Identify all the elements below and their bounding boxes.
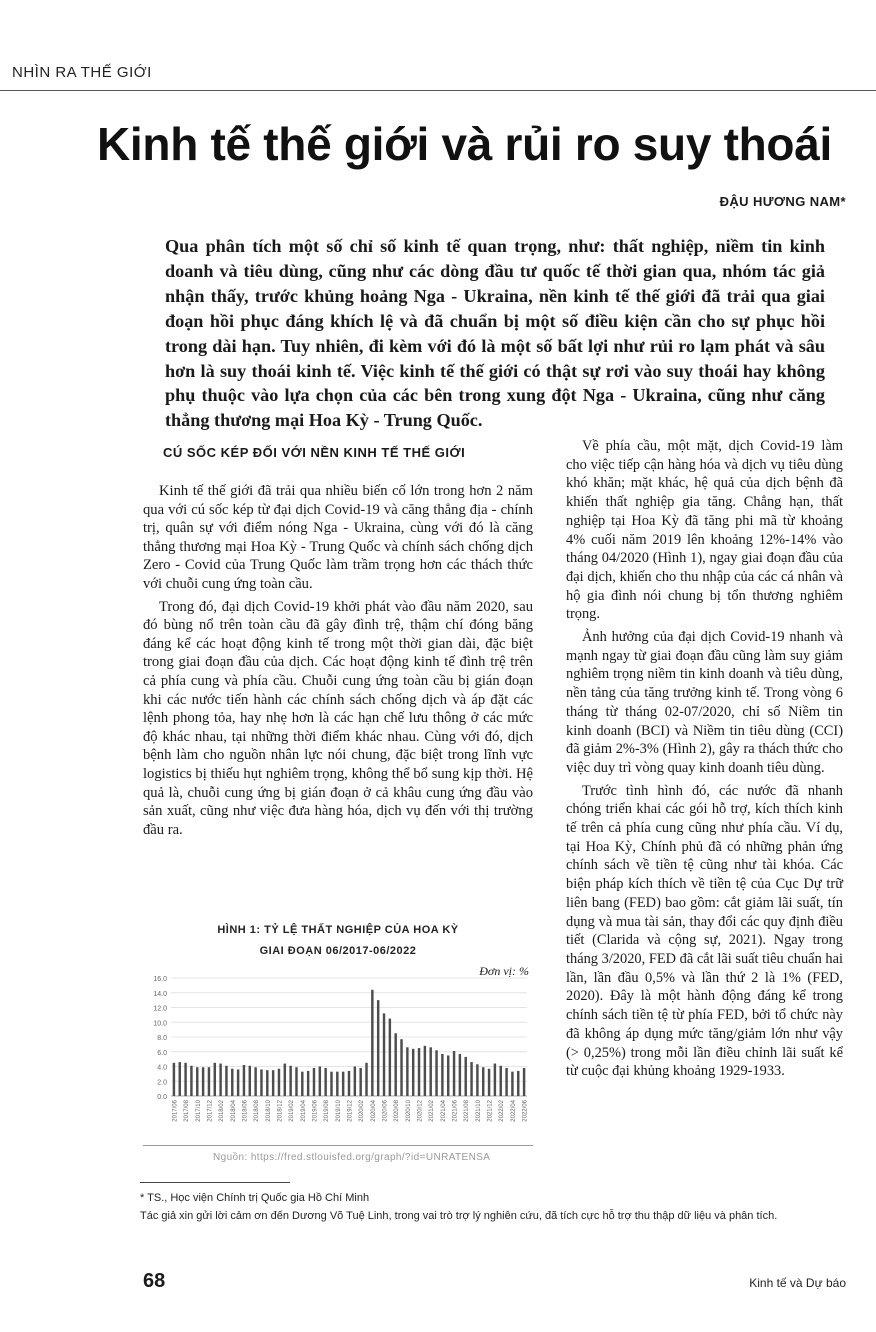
bar (412, 1049, 414, 1096)
bar (447, 1055, 449, 1096)
bar (219, 1064, 221, 1096)
bar (500, 1066, 502, 1096)
bar (418, 1048, 420, 1096)
bar (225, 1066, 227, 1096)
bar (441, 1054, 443, 1096)
x-tick-label: 2021/12 (487, 1100, 494, 1122)
bar (272, 1070, 274, 1096)
body-paragraph: Trong đó, đại dịch Covid-19 khởi phát vào đầu năm 2020, sau đó bùng nổ trên toàn cầu đã gây đình trệ, thậm chí đóng băng đáng kể các hoạt động kinh tế trong một thời gian dài, đặc biệt trong giai đoạn đầu của dịch. Các hoạt động kinh tế đình trệ trên cả phía cung và phía cầu. Chuỗi cung ứng toàn cầu bị gián đoạn khi các nước tiến hành các chính sách chống dịch và áp đặt các lệnh phong tỏa, hay nhẹ hơn là các hạn chế lưu thông ở các mức độ khác nhau, tại những thời điểm khác nhau. Cùng với đó, dịch bệnh làm cho nguồn nhân lực nói chung, đặc biệt trong lĩnh vực logistics bị thiếu hụt nghiêm trọng, không thể bổ sung kịp thời. Hệ quả là, chuỗi cung ứng bị gián đoạn ở cả khâu cung ứng đầu vào sản xuất, cũng như việc đưa hàng hóa, dịch vụ đến với thị trường đầu ra. (143, 598, 533, 838)
bar (517, 1071, 519, 1096)
bar (336, 1072, 338, 1096)
bar (284, 1064, 286, 1096)
bar (348, 1071, 350, 1096)
bar (202, 1067, 204, 1096)
bar (459, 1054, 461, 1096)
x-tick-label: 2021/02 (429, 1100, 436, 1122)
x-tick-label: 2019/04 (300, 1100, 307, 1122)
bar (400, 1039, 402, 1096)
x-tick-label: 2018/04 (230, 1100, 237, 1122)
bar (330, 1072, 332, 1096)
x-tick-label: 2021/04 (440, 1100, 447, 1122)
bar (371, 990, 373, 1096)
bar (208, 1067, 210, 1096)
figure-unit: Đơn vị: % (479, 964, 529, 978)
bar (523, 1068, 525, 1096)
section-label: NHÌN RA THẾ GIỚI (12, 64, 152, 81)
bar (179, 1062, 181, 1096)
x-tick-label: 2020/02 (359, 1100, 366, 1122)
x-tick-label: 2017/12 (207, 1100, 214, 1122)
page-number: 68 (143, 1270, 166, 1292)
footnote (140, 1190, 848, 1226)
bar (266, 1070, 268, 1096)
y-tick-label: 6.0 (157, 1049, 167, 1057)
bar (289, 1066, 291, 1096)
bar (214, 1063, 216, 1096)
bar (359, 1068, 361, 1096)
bar (173, 1063, 175, 1096)
bar (383, 1013, 385, 1096)
x-tick-label: 2017/10 (195, 1100, 202, 1122)
header-rule (0, 90, 876, 91)
x-tick-label: 2018/12 (277, 1100, 284, 1122)
section-heading: CÚ SỐC KÉP ĐỐI VỚI NỀN KINH TẾ THẾ GIỚI (163, 445, 466, 460)
y-tick-label: 8.0 (157, 1035, 167, 1042)
figure-title-line2: GIAI ĐOẠN 06/2017-06/2022 (259, 945, 417, 957)
bar (482, 1067, 484, 1096)
y-tick-label: 16.0 (153, 976, 167, 983)
y-tick-label: 2.0 (157, 1079, 167, 1087)
body-paragraph: Về phía cầu, một mặt, dịch Covid-19 làm cho việc tiếp cận hàng hóa và dịch vụ tiêu dùng khó khăn; mặt khác, hệ quả của dịch bệnh đã khiến thất nghiệp gia tăng. Chẳng hạn, thất nghiệp tại Hoa Kỳ đã tăng phi mã từ khoảng 4% cuối năm 2019 lên khoảng 12%-14% vào tháng 04/2020 (Hình 1), ngay giai đoạn đầu của đại dịch, khiến cho thu nhập của các cá nhân và hộ gia đình nói chung bị tổn thương nghiêm trọng. (566, 438, 843, 623)
x-tick-label: 2021/06 (452, 1100, 459, 1122)
x-tick-label: 2019/08 (324, 1100, 331, 1122)
bar (260, 1069, 262, 1096)
bar (254, 1067, 256, 1096)
bar (511, 1072, 513, 1096)
article-abstract: Qua phân tích một số chỉ số kinh tế quan trọng, như: thất nghiệp, niềm tin kinh doanh và tiêu dùng, cũng như các dòng đầu tư quốc tế thời gian qua, nhóm tác giả nhận thấy, trước khủng hoảng Nga - Ukraina, nền kinh tế thế giới đã trải qua giai đoạn hồi phục đáng khích lệ và đã chuẩn bị một số điều kiện cần cho sự phục hồi trong dài hạn. Tuy nhiên, đi kèm với đó là một số bất lợi như rủi ro lạm phát và sâu hơn là suy thoái kinh tế. Việc kinh tế thế giới có thật sự rơi vào suy thoái hay không phụ thuộc vào lựa chọn của các bên trong xung đột Nga - Ukraina, cũng như căng thẳng thương mại Hoa Kỳ - Trung Quốc. (165, 236, 825, 431)
x-tick-label: 2017/08 (184, 1100, 191, 1122)
bar (354, 1067, 356, 1097)
x-tick-label: 2020/06 (382, 1100, 389, 1122)
bar (307, 1071, 309, 1096)
footnote-acknowledgement: Tác giả xin gửi lời cảm ơn đến Dương Võ Tuệ Linh, trong vai trò trợ lý nghiên cứu, đã tích cực hỗ trợ thu thập dữ liệu và phân tích. (140, 1210, 778, 1222)
y-tick-label: 12.0 (153, 1005, 167, 1013)
body-paragraph: Kinh tế thế giới đã trải qua nhiều biến cố lớn trong hơn 2 năm qua với cú sốc kép từ đại dịch Covid-19 và căng thẳng địa - chính trị, quân sự với điểm nóng Nga - Ukraina, cùng với đó là căng thẳng thương mại Hoa Kỳ - Trung Quốc và chính sách chống dịch Zero - Covid của Trung Quốc làm trầm trọng hơn các thách thức với chuỗi cung ứng toàn cầu. (143, 483, 533, 592)
x-tick-label: 2022/02 (499, 1100, 506, 1122)
x-tick-label: 2019/06 (312, 1100, 319, 1122)
bar (243, 1065, 245, 1096)
bar (313, 1068, 315, 1096)
bar (429, 1047, 431, 1096)
x-tick-label: 2022/04 (510, 1100, 517, 1122)
bar (488, 1069, 490, 1096)
bar (394, 1033, 396, 1096)
bar (435, 1050, 437, 1096)
bar (324, 1068, 326, 1096)
right-column (566, 437, 843, 1081)
body-paragraph: Ảnh hưởng của đại dịch Covid-19 nhanh và mạnh ngay từ giai đoạn đầu cũng làm suy giảm nghiêm trọng niềm tin kinh doanh và tiêu dùng, nền tảng của tăng trưởng kinh tế. Trong vòng 6 tháng từ tháng 02-07/2020, chỉ số Niềm tin kinh doanh (BCI) và Niềm tin tiêu dùng (CCI) đã giảm 2%-3% (Hình 2), gây ra thách thức cho việc duy trì vòng quay kinh doanh tiêu dùng. (566, 629, 843, 776)
figure-source: Nguồn: https://fred.stlouisfed.org/graph/?id=UNRATENSA (213, 1152, 491, 1163)
figure-rule (143, 1145, 533, 1146)
journal-name: Kinh tế và Dự báo (749, 1276, 846, 1290)
bar (505, 1068, 507, 1096)
bar (301, 1072, 303, 1096)
x-tick-label: 2020/08 (394, 1100, 401, 1122)
x-tick-label: 2018/08 (254, 1100, 261, 1122)
body-paragraph: Trước tình hình đó, các nước đã nhanh chóng triển khai các gói hỗ trợ, kích thích kinh tế trên cả phía cung cũng như phía cầu. Ví dụ, tại Hoa Kỳ, Chính phủ đã có những phản ứng chính sách về tiền tệ cũng như tài khóa. Các biện pháp kích thích về tiền tệ của Cục Dự trữ liên bang (FED) bao gồm: cắt giảm lãi suất, tín dụng và mua tài sản, thay đổi các quy định điều tiết (Clarida và cộng sự, 2021). Ngay trong tháng 3/2020, FED đã cắt lãi suất tiêu chuẩn hai lần, lần đầu 0,5% và lần thứ 2 là 1% (FED, 2020). Đây là một hành động đáng kể trong chính sách tiền tệ từ phía FED, bởi tổ chức này đã không áp dụng mức tăng/giảm lớn như vậy (> 0,25%) trong mỗi lần điều chỉnh lãi suất kể từ cuộc đại khủng khoảng 1929-1933. (566, 782, 843, 1080)
x-tick-label: 2020/12 (417, 1100, 424, 1122)
y-tick-label: 4.0 (157, 1064, 167, 1072)
x-tick-label: 2017/06 (172, 1100, 179, 1122)
bar (494, 1064, 496, 1096)
figure-title-line1: HÌNH 1: TỶ LỆ THẤT NGHIỆP CỦA HOA KỲ (217, 924, 459, 936)
x-tick-label: 2020/04 (370, 1100, 377, 1122)
unemployment-chart (143, 972, 533, 1144)
y-tick-label: 14.0 (153, 990, 167, 998)
bar (476, 1064, 478, 1096)
bar (196, 1067, 198, 1096)
x-tick-label: 2022/06 (522, 1100, 529, 1122)
x-tick-label: 2021/08 (464, 1100, 471, 1122)
bar (464, 1057, 466, 1096)
article-author: ĐẬU HƯƠNG NAM* (719, 194, 846, 209)
figure-1 (143, 920, 533, 1180)
bar (249, 1066, 251, 1096)
bar (424, 1046, 426, 1096)
bar (319, 1067, 321, 1097)
x-tick-label: 2019/12 (347, 1100, 354, 1122)
y-tick-label: 0.0 (157, 1094, 167, 1101)
footnote-rule (140, 1182, 290, 1183)
x-tick-label: 2018/10 (265, 1100, 272, 1122)
x-tick-label: 2019/02 (289, 1100, 296, 1122)
bar (470, 1062, 472, 1096)
bar (278, 1069, 280, 1096)
x-tick-label: 2021/10 (475, 1100, 482, 1122)
bar (237, 1069, 239, 1096)
article-title: Kinh tế thế giới và rủi ro suy thoái (97, 118, 832, 170)
bar (190, 1066, 192, 1096)
left-column (143, 437, 533, 839)
bar (453, 1051, 455, 1096)
x-tick-label: 2018/06 (242, 1100, 249, 1122)
y-tick-label: 10.0 (153, 1020, 167, 1028)
bar (377, 1000, 379, 1096)
footnote-affiliation: * TS., Học viện Chính trị Quốc gia Hồ Chí Minh (140, 1192, 370, 1204)
x-tick-label: 2020/10 (405, 1100, 412, 1122)
x-tick-label: 2018/02 (219, 1100, 226, 1122)
x-tick-label: 2019/10 (335, 1100, 342, 1122)
bar (295, 1067, 297, 1096)
bar (365, 1063, 367, 1096)
bar (184, 1063, 186, 1096)
bar (342, 1072, 344, 1096)
bar (389, 1019, 391, 1096)
bar (406, 1047, 408, 1096)
bar (231, 1069, 233, 1096)
